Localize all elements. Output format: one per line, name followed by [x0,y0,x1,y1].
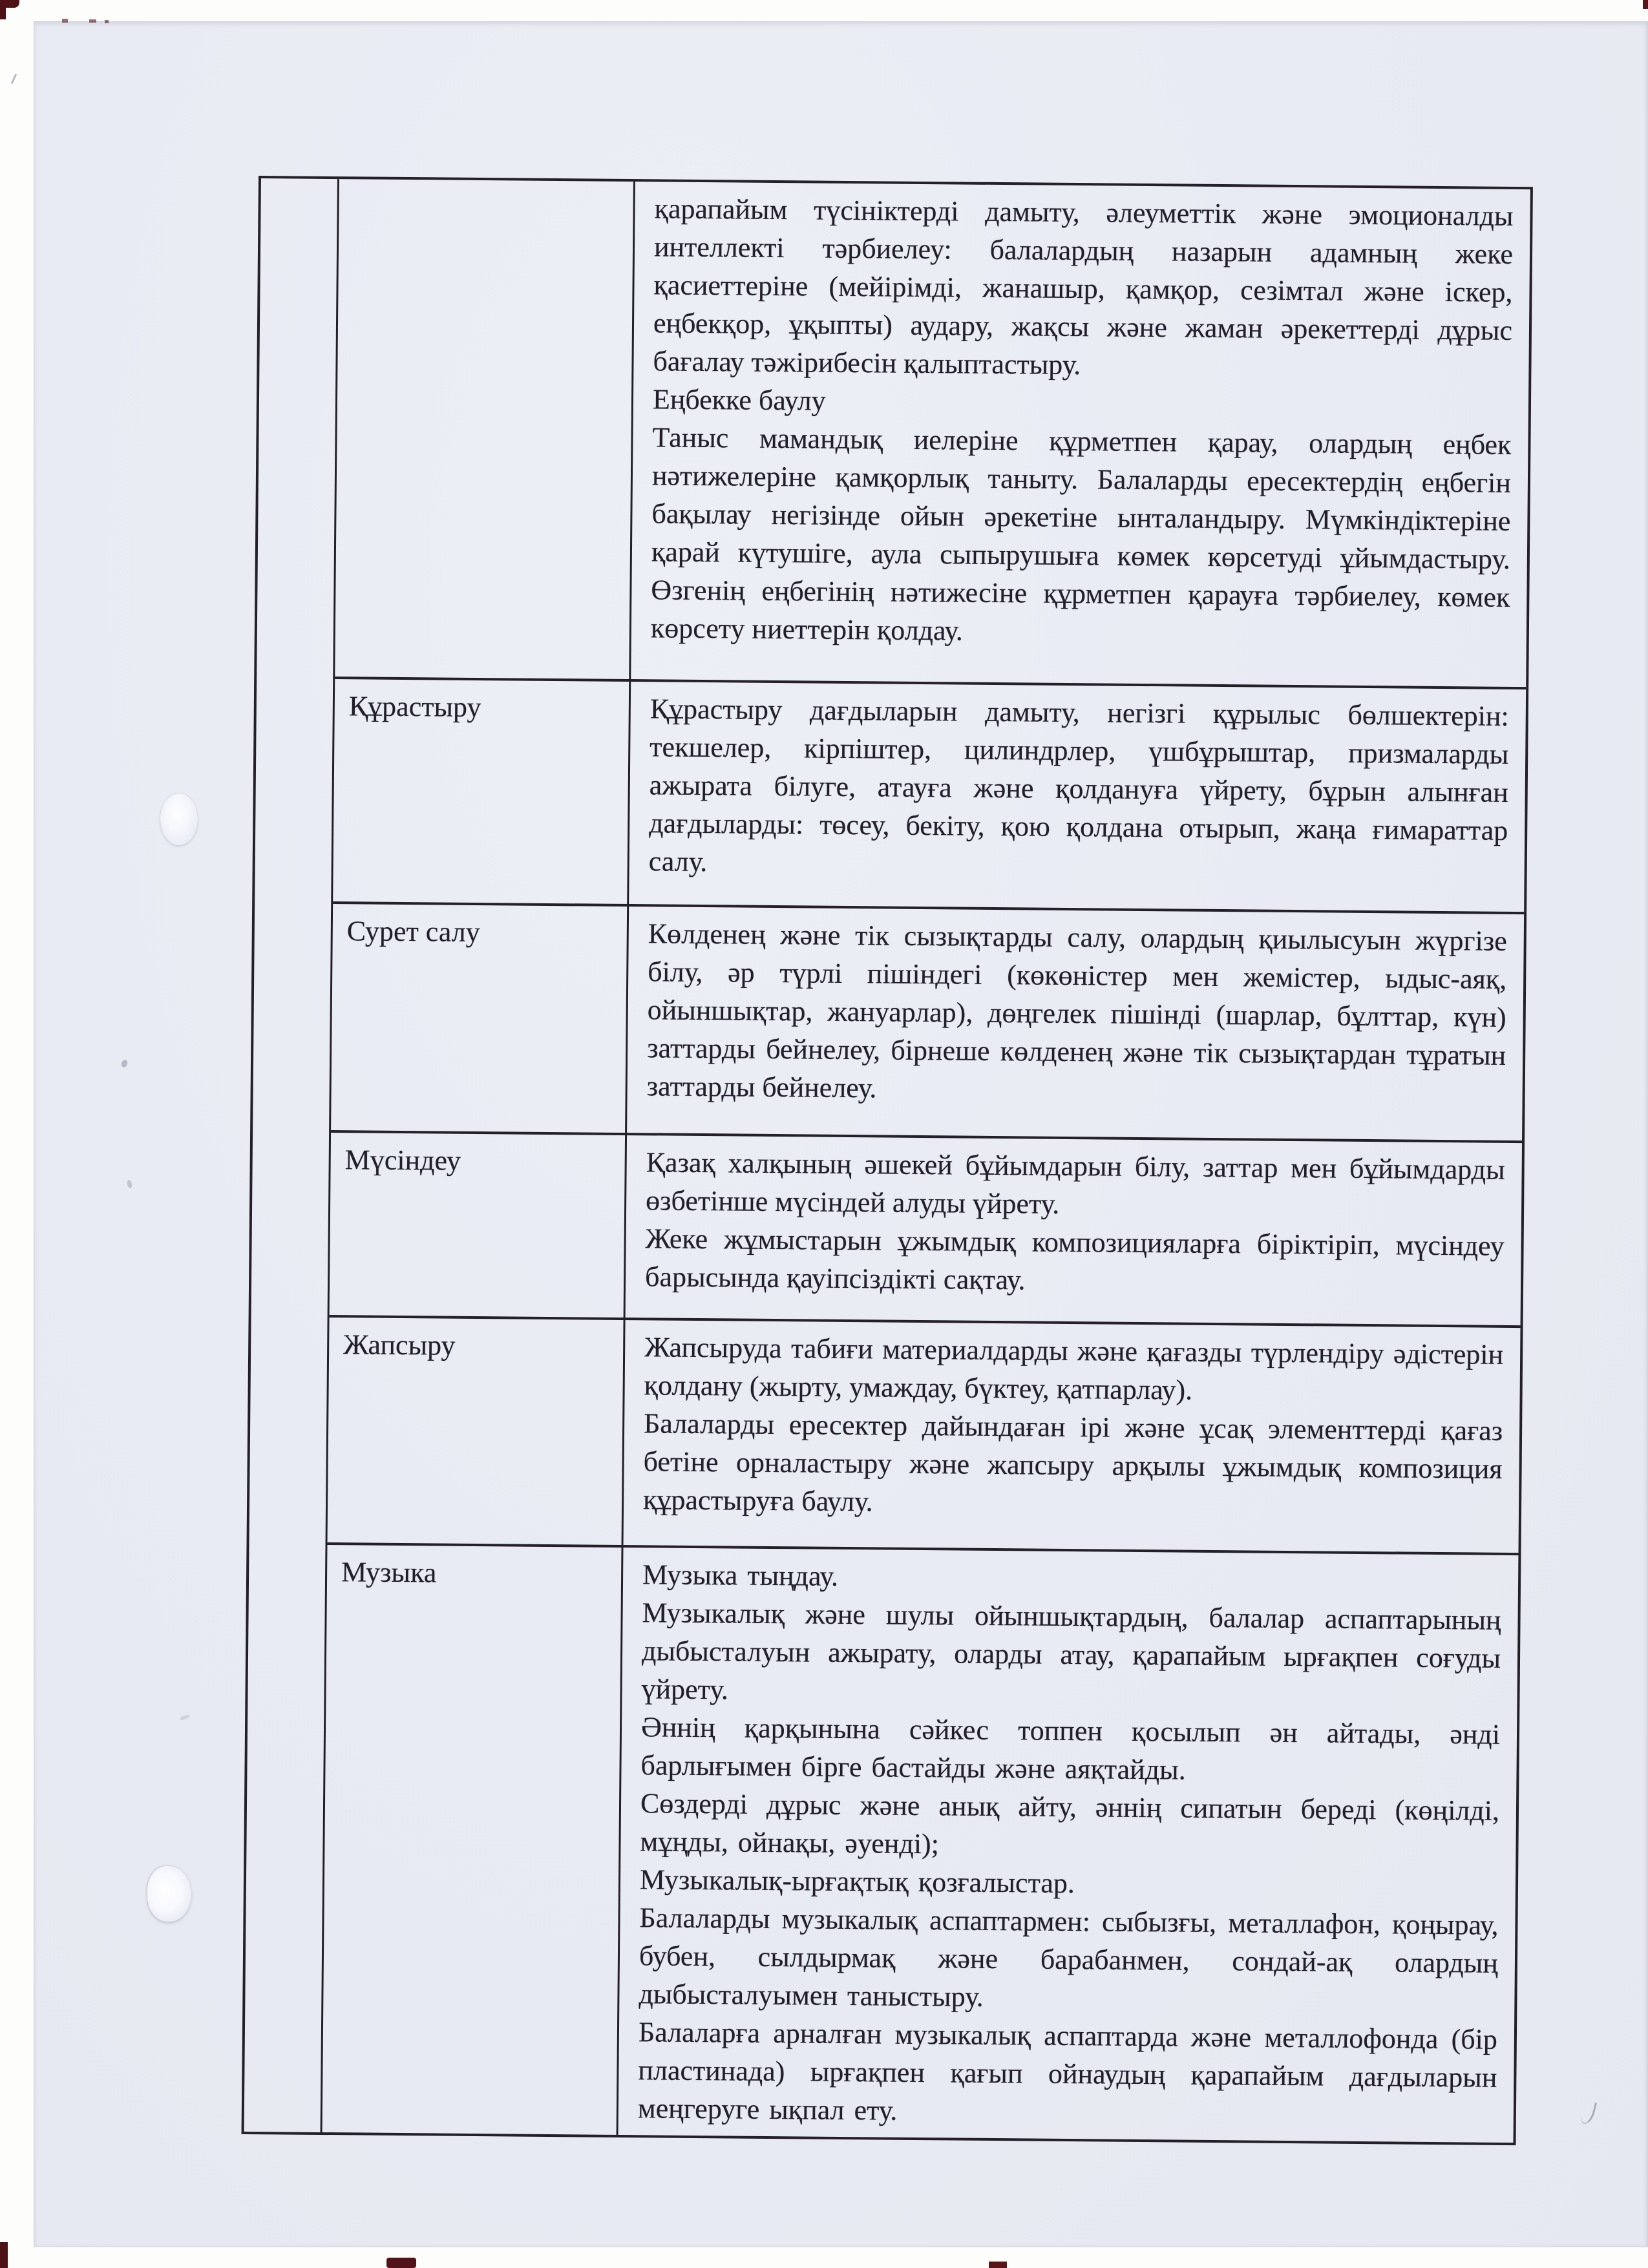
table-row [331,901,1524,1140]
paragraph: Көлденең және тік сызықтарды салу, олардың қиылысуын жүргізе білу, әр түрлі пішіндегі (көкөністер мен жемістер, ыдыс-аяқ, ойыншықтар, жануарлар), дөңгелек пішінді (шарлар, бұлттар, күн) заттарды бейнелеу, бірнеше көлденең және тік сызықтардан тұратын заттарды бейнелеу. [646,918,1507,1104]
table-row [328,1315,1521,1553]
curriculum-table [242,176,1533,2145]
row-label: Жапсыру [343,1328,456,1361]
table-row [335,179,1530,687]
row-label-cell [328,1318,626,1545]
table-row [330,1130,1522,1325]
scan-speck [11,74,17,84]
row-text-cell [627,907,1524,1140]
table-row [322,1542,1519,2143]
row-text-cell [618,1548,1519,2143]
row-label-cell [333,679,631,904]
table-main-columns [322,179,1530,2143]
row-label: Музыка [341,1556,437,1589]
row-text-cell [626,1135,1522,1325]
scanned-paper [34,21,1648,2247]
table-row [333,677,1526,912]
row-label: Құрастыру [348,690,481,724]
paragraph: Жапсыруда табиғи материалдарды және қағазды түрлендіру әдістерін қолдану (жырту, умаждау, бүктеу, қатпарлау). [644,1331,1504,1406]
paragraph: Музыка тыңдау. [642,1559,839,1592]
row-label-cell [330,1133,627,1318]
scan-edge-mark [1643,0,1648,9]
row-text-cell [629,682,1526,912]
row-label: Мүсіндеу [344,1144,461,1177]
paragraph: Жеке жұмыстарын ұжымдық композицияларға біріктіріп, мүсіндеу барысында қауіпсіздікті сақтау. [644,1223,1505,1296]
row-label-cell [335,179,635,679]
paragraph: қарапайым түсініктерді дамыту, әлеуметтік және эмоционалды интеллекті тәрбиелеу: балалардың назарын адамның жеке қасиеттеріне (мейірімді, жанашыр, қамқор, сезімтал және іскер, еңбекқор, ұқыпты) аудару, жақсы және жаман әрекеттерді дұрыс бағалау тәжірибесін қалыптастыру. [653,193,1514,381]
paragraph: Құрастыру дағдыларын дамыту, негізгі құрылыс бөлшектерін: текшелер, кірпіштер, цилиндрлер, үшбұрыштар, призмаларды ажырата білуге, атауға және қолдануға үйрету, бұрын алынған дағдыларды: төсеу, бекіту, қою қолдана отырып, жаңа ғимараттар салу. [648,693,1509,878]
paragraph: Таныс мамандық иелеріне құрметпен қарау, олардың еңбек нәтижелеріне қамқорлық таныту. Балаларды ересектердің еңбегін бақылау негізінде ойын әрекетіне ынталандыру. Мүмкіндіктеріне қарай күтушіге, аула сыпырушыға көмек көрсетуді ұйымдастыру. Өзгенің еңбегінің нәтижесіне құрметпен қарауға тәрбиелеу, көмек көрсету ниеттерін қолдау. [650,421,1512,647]
scan-edge-mark [386,2258,416,2268]
paragraph: Музыкалық және шулы ойыншықтардың, балалар аспаптарының дыбысталуын ажырату, оларды атау, қарапайым ырғақпен соғуды үйрету. [641,1597,1501,1706]
paragraph: Еңбекке баулу [652,383,826,417]
row-text-cell [631,182,1530,687]
row-label: Сурет салу [346,915,480,949]
paragraph: Қазақ халқының әшекей бұйымдарын білу, заттар мен бұйымдарды өзбетінше мүсіндей алуды үйрету. [645,1146,1505,1220]
row-text-cell [624,1320,1521,1553]
paragraph: Әннің қарқынына сәйкес топпен қосылып ән айтады, әнді барлығымен бірге бастайды және аяқтайды. [640,1711,1501,1786]
scan-edge-mark [0,0,6,19]
paragraph: Сөздерді дұрыс және анық айту, әннің сипатын береді (көңілді, мұңды, ойнақы, әуенді); [640,1787,1500,1860]
scan-edge-mark [989,2262,1007,2268]
row-label-cell [322,1545,624,2135]
scan-edge-mark [0,2242,8,2268]
paragraph: Музыкалық-ырғақтық қозғалыстар. [639,1864,1075,1900]
paragraph: Балаларды ересектер дайындаған ірі және ұсақ элементтерді қағаз бетіне орналастыру және жапсыру арқылы ұжымдық композиция құрастыруға баулу. [642,1407,1503,1518]
paragraph: Балаларға арналған музыкалық аспаптарда және металлофонда (бір пластинада) ырғақпен қағып ойнаудың қарапайым дағдыларын меңгеруге ықпал ету. [637,2016,1498,2126]
row-label-cell [331,904,629,1133]
paragraph: Балаларды музыкалық аспаптармен: сыбызғы, металлафон, қоңырау, бубен, сылдырмақ және барабанмен, сондай-ақ олардың дыбысталуымен таныстыру. [639,1902,1499,2013]
scan-edge-mark [0,0,19,8]
